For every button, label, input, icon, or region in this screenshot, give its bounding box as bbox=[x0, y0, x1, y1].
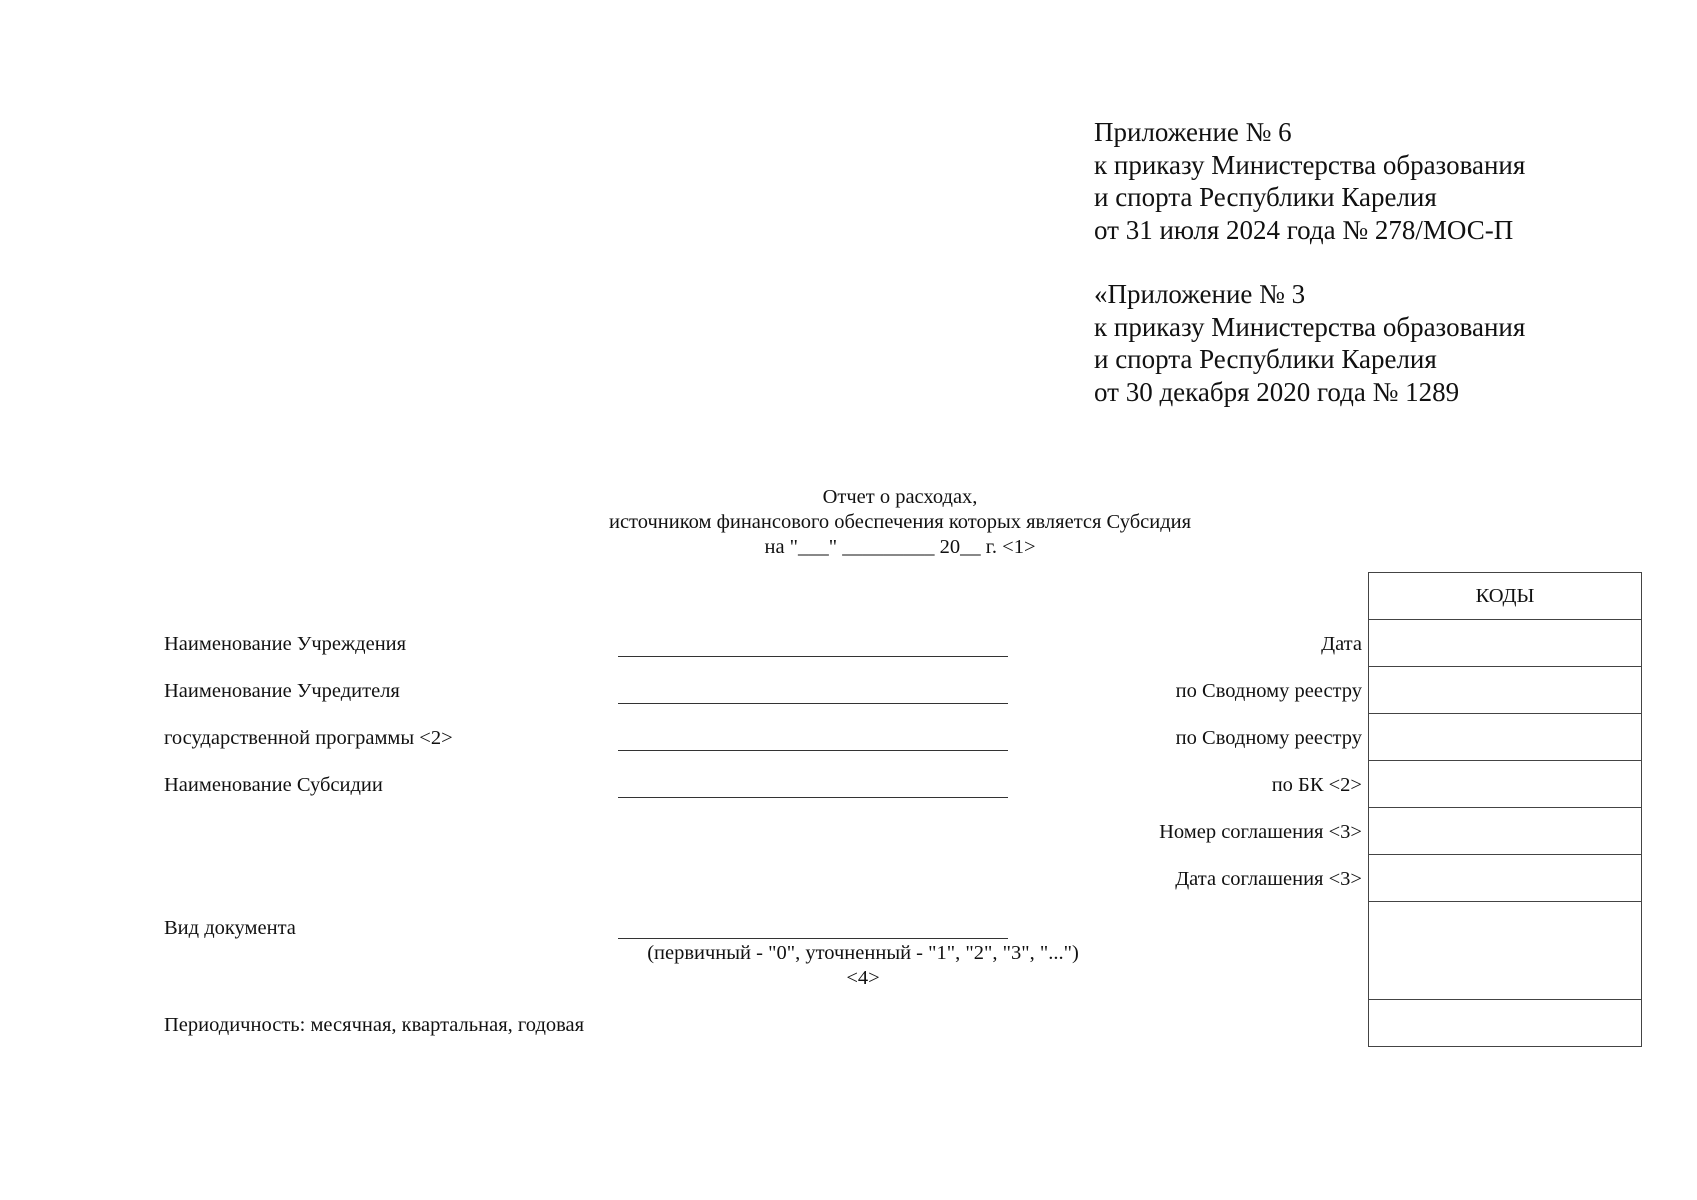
institution-field[interactable] bbox=[618, 656, 1008, 657]
code-cell-agreement-date[interactable] bbox=[1369, 855, 1642, 902]
appendix-line: «Приложение № 3 bbox=[1094, 279, 1306, 309]
appendix-line: от 31 июля 2024 года № 278/МОС-П bbox=[1094, 214, 1514, 245]
date-label: Дата bbox=[1321, 633, 1362, 655]
title-line: источником финансового обеспечения которых является Субсидия bbox=[608, 511, 1192, 533]
registry-label-1: по Сводному реестру bbox=[1175, 680, 1362, 702]
appendix-line: к приказу Министерства образования bbox=[1094, 311, 1526, 342]
code-cell-agreement-number[interactable] bbox=[1369, 808, 1642, 855]
bk-label: по БК <2> bbox=[1271, 774, 1362, 796]
code-cell-bk[interactable] bbox=[1369, 761, 1642, 808]
codes-header: КОДЫ bbox=[1369, 573, 1642, 620]
appendix-line: к приказу Министерства образования bbox=[1094, 149, 1526, 180]
code-cell-date[interactable] bbox=[1369, 620, 1642, 667]
doc-type-field[interactable] bbox=[618, 938, 1008, 939]
periodicity-label: Периодичность: месячная, квартальная, годовая bbox=[164, 1014, 585, 1036]
code-cell-doc-type[interactable] bbox=[1369, 902, 1642, 1000]
code-cell-registry-1[interactable] bbox=[1369, 667, 1642, 714]
report-title bbox=[0, 485, 1697, 560]
code-cell-periodicity[interactable] bbox=[1369, 1000, 1642, 1047]
note-line: <4> bbox=[846, 967, 880, 989]
agreement-date-label: Дата соглашения <3> bbox=[1175, 868, 1362, 890]
doc-type-label: Вид документа bbox=[164, 917, 296, 939]
subsidy-label: Наименование Субсидии bbox=[164, 774, 383, 796]
note-line: (первичный - "0", уточненный - "1", "2", "3", "...") bbox=[647, 942, 1079, 964]
program-field[interactable] bbox=[618, 750, 1008, 751]
title-line: на "___" _________ 20__ г. <1> bbox=[764, 536, 1036, 558]
codes-table bbox=[1368, 572, 1642, 1047]
appendix-line: и спорта Республики Карелия bbox=[1094, 344, 1437, 374]
subsidy-field[interactable] bbox=[618, 797, 1008, 798]
program-label: государственной программы <2> bbox=[164, 727, 453, 749]
founder-field[interactable] bbox=[618, 703, 1008, 704]
appendix-line: и спорта Республики Карелия bbox=[1094, 182, 1437, 212]
registry-label-2: по Сводному реестру bbox=[1175, 727, 1362, 749]
appendix-line: от 30 декабря 2020 года № 1289 bbox=[1094, 376, 1460, 407]
founder-label: Наименование Учредителя bbox=[164, 680, 400, 702]
agreement-number-label: Номер соглашения <3> bbox=[1159, 821, 1362, 843]
institution-label: Наименование Учреждения bbox=[164, 633, 407, 655]
title-line: Отчет о расходах, bbox=[822, 486, 978, 508]
code-cell-registry-2[interactable] bbox=[1369, 714, 1642, 761]
appendix-line: Приложение № 6 bbox=[1094, 117, 1292, 147]
doc-type-note bbox=[618, 941, 1108, 991]
spacer bbox=[1094, 246, 1525, 278]
appendix-block bbox=[1094, 116, 1525, 408]
